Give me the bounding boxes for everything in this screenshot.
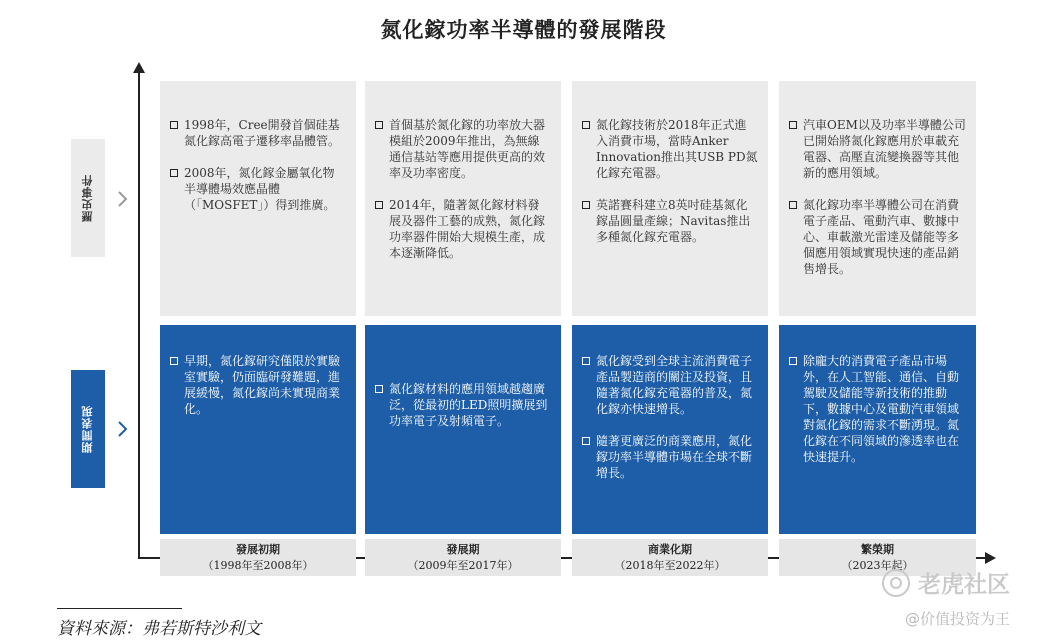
- list-item: 汽車OEM以及功率半導體公司已開始將氮化鎵應用於車載充電器、高壓直流變換器等其他新的應用領域。: [789, 117, 966, 181]
- list-item: 早期，氮化鎵研究僅限於實驗室實驗，仍面臨研發難題，進展緩慢，氮化鎵尚未實現商業化。: [170, 353, 346, 417]
- watermark-brand-text: 老虎社区: [918, 572, 1010, 598]
- checkbox-bullet-icon: [582, 201, 590, 209]
- checkbox-bullet-icon: [789, 201, 797, 209]
- row-label-performance: [71, 370, 105, 488]
- diagram-title: 氮化鎵功率半導體的發展階段: [380, 18, 667, 42]
- list-item: 1998年，Cree開發首個硅基氮化鎵高電子遷移率晶體管。: [170, 117, 346, 149]
- period-label-3: 商業化期 （2018年至2022年）: [572, 539, 768, 576]
- history-cell-3: [572, 81, 768, 316]
- checkbox-bullet-icon: [582, 437, 590, 445]
- list-item: 氮化鎵材料的應用領域越趨廣泛，從最初的LED照明擴展到功率電子及射頻電子。: [375, 381, 551, 429]
- period-label-1: 發展初期 （1998年至2008年）: [160, 539, 356, 576]
- performance-cell-3: [572, 325, 768, 534]
- performance-cell-1: [160, 325, 356, 534]
- watermark-brand: [882, 566, 1010, 599]
- period-label-4: 繁榮期 （2023年起）: [779, 539, 976, 576]
- history-cell-4: [779, 81, 976, 316]
- y-axis-line: [138, 70, 140, 558]
- period-label-2: 發展期 （2009年至2017年）: [365, 539, 561, 576]
- chevron-right-icon: [117, 191, 129, 207]
- list-item: 氮化鎵技術於2018年正式進入消費市場，當時Anker Innovation推出其USB PD氮化鎵充電器。: [582, 117, 758, 181]
- checkbox-bullet-icon: [789, 121, 797, 129]
- y-axis-arrow-icon: [133, 62, 145, 73]
- list-item: 首個基於氮化鎵的功率放大器模組於2009年推出，為無線通信基站等應用提供更高的效率及功率密度。: [375, 117, 551, 181]
- history-cell-1: [160, 81, 356, 316]
- checkbox-bullet-icon: [582, 121, 590, 129]
- row-label-history-text: 歷史事件: [81, 174, 94, 222]
- watermark-handle: @价值投资为王: [905, 610, 1011, 628]
- performance-cell-2: [365, 325, 561, 534]
- list-item: 2008年，氮化鎵金屬氧化物半導體場效應晶體（「MOSFET」）得到推廣。: [170, 165, 346, 213]
- chevron-right-icon: [117, 421, 129, 437]
- source-divider: [57, 608, 182, 609]
- performance-cell-4: [779, 325, 976, 534]
- x-axis-arrow-icon: [985, 552, 996, 564]
- checkbox-bullet-icon: [170, 121, 178, 129]
- checkbox-bullet-icon: [375, 121, 383, 129]
- list-item: 氮化鎵受到全球主流消費電子產品製造商的關注及投資，且隨著氮化鎵充電器的普及，氮化鎵亦快速增長。: [582, 353, 758, 417]
- checkbox-bullet-icon: [789, 357, 797, 365]
- checkbox-bullet-icon: [170, 169, 178, 177]
- source-note: 資料來源：弗若斯特沙利文: [57, 619, 261, 639]
- checkbox-bullet-icon: [582, 357, 590, 365]
- row-label-history: [71, 139, 105, 257]
- checkbox-bullet-icon: [375, 385, 383, 393]
- list-item: 氮化鎵功率半導體公司在消費電子產品、電動汽車、數據中心、車載激光雷達及儲能等多個應用領域實現快速的產品銷售增長。: [789, 197, 966, 277]
- list-item: 隨著更廣泛的商業應用，氮化鎵功率半導體市場在全球不斷增長。: [582, 433, 758, 481]
- list-item: 英諾賽科建立8英吋硅基氮化鎵晶圓量產線；Navitas推出多種氮化鎵充電器。: [582, 197, 758, 245]
- row-label-performance-text: 期間表現: [81, 405, 94, 453]
- history-cell-2: [365, 81, 561, 316]
- list-item: 2014年，隨著氮化鎵材料發展及器件工藝的成熟，氮化鎵功率器件開始大規模生產，成本逐漸降低。: [375, 197, 551, 261]
- list-item: 除龐大的消費電子產品市場外，在人工智能、通信、自動駕駛及儲能等新技術的推動下，數據中心及電動汽車領域對氮化鎵的需求不斷湧現。氮化鎵在不同領域的滲透率也在快速提升。: [789, 353, 966, 465]
- tiger-logo-icon: [882, 569, 910, 597]
- checkbox-bullet-icon: [375, 201, 383, 209]
- checkbox-bullet-icon: [170, 357, 178, 365]
